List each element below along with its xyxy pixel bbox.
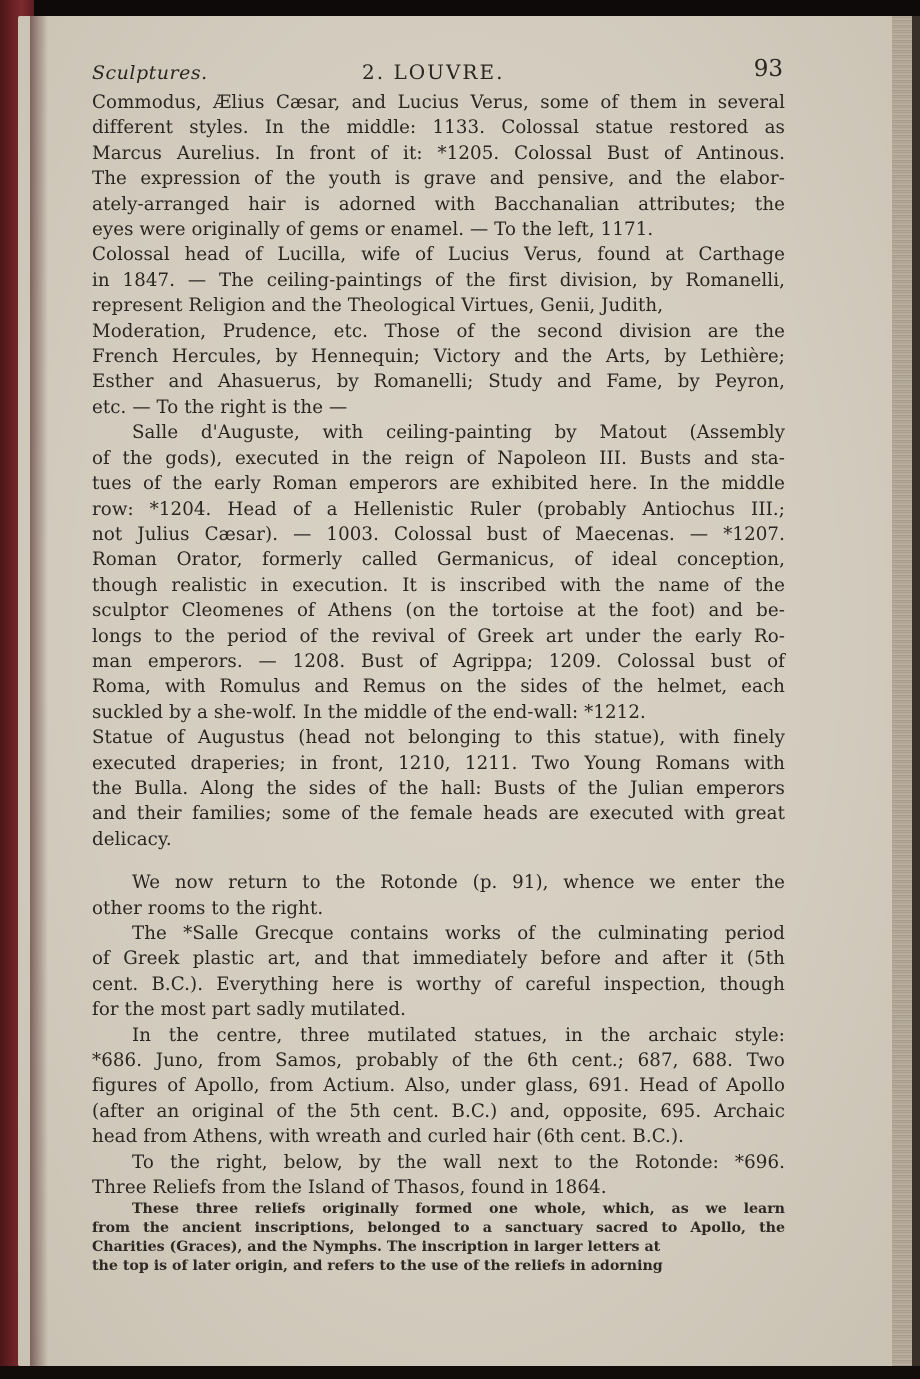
text-line: Salle d'Auguste, with ceiling-painting by Matout (Assembly [132, 422, 785, 444]
text-line: longs to the period of the revival of Greek art under the early Ro- [92, 625, 785, 647]
text-line: Esther and Ahasuerus, by Romanelli; Study and Fame, by Peyron, [92, 371, 785, 393]
text-line: *686. Juno, from Samos, probably of the 6th cent.; 687, 688. Two [92, 1050, 785, 1072]
bottom-shadow [0, 1366, 920, 1379]
text-line: The *Salle Grecque contains works of the culminating period [132, 923, 785, 944]
text-line: executed draperies; in front, 1210, 1211. Two Young Romans with [92, 752, 785, 774]
text-line: of Greek plastic art, and that immediately before and after it (5th [92, 948, 785, 970]
text-line: not Julius Cæsar). — 1003. Colossal bust of Maecenas. — *1207. [92, 523, 785, 545]
text-line: head from Athens, with wreath and curled hair (6th cent. B.C.). [92, 1126, 685, 1148]
section-title: Sculptures. [92, 62, 208, 84]
text-line: suckled by a she-wolf. In the middle of the end-wall: *1212. [92, 701, 646, 723]
text-line: though realistic in execution. It is inscribed with the name of the [92, 574, 785, 596]
text-line: Marcus Aurelius. In front of it: *1205. Colossal Bust of Antinous. [92, 142, 785, 164]
text-line: Moderation, Prudence, etc. Those of the second division are the [92, 320, 785, 342]
text-line: different styles. In the middle: 1133. Colossal statue restored as [92, 117, 785, 139]
text-line: figures of Apollo, from Actium. Also, under glass, 691. Head of Apollo [92, 1075, 785, 1097]
text-line: To the right, below, by the wall next to the Rotonde: *696. [132, 1151, 785, 1173]
text-line: represent Religion and the Theological Virtues, Genii, Judith, [92, 295, 664, 317]
text-line: Colossal head of Lucilla, wife of Lucius Verus, found at Carthage [92, 244, 785, 266]
location-title: 2. LOUVRE. [362, 60, 505, 84]
text-line: French Hercules, by Hennequin; Victory and the Arts, by Lethière; [92, 346, 785, 368]
footnote-block [92, 1200, 785, 1275]
text-line: row: *1204. Head of a Hellenistic Ruler (probably Antiochus III.; [92, 498, 785, 520]
note-line: Charities (Graces), and the Nymphs. The inscription in larger letters at [92, 1239, 661, 1256]
text-line: cent. B.C.). Everything here is worthy of careful inspection, though [92, 973, 785, 995]
text-line: ately-arranged hair is adorned with Bacchanalian attributes; the [92, 193, 785, 215]
text-line: We now return to the Rotonde (p. 91), whence we enter the [132, 872, 785, 894]
text-line: Roma, with Romulus and Remus on the sides of the helmet, each [92, 676, 785, 698]
text-line: and their families; some of the female heads are executed with great [92, 803, 785, 825]
text-line: in 1847. — The ceiling-paintings of the first division, by Romanelli, [92, 269, 785, 291]
paragraph-3 [92, 870, 785, 921]
text-line: etc. — To the right is the — [92, 396, 348, 418]
text-line: man emperors. — 1208. Bust of Agrippa; 1209. Colossal bust of [92, 650, 785, 672]
note-line: the top is of later origin, and refers to the use of the reliefs in adorning [92, 1257, 663, 1274]
text-line: other rooms to the right. [92, 897, 324, 919]
paragraph-4 [92, 921, 785, 1023]
paragraph-gap [92, 852, 785, 870]
text-line: (after an original of the 5th cent. B.C.) and, opposite, 695. Archaic [92, 1100, 785, 1122]
text-line: Roman Orator, formerly called Germanicus, of ideal conception, [92, 549, 785, 571]
text-line: delicacy. [92, 828, 172, 850]
text-line: Statue of Augustus (head not belonging to this statue), with finely [92, 727, 785, 749]
text-line: The expression of the youth is grave and pensive, and the elabor- [92, 168, 785, 190]
text-line: tues of the early Roman emperors are exhibited here. In the middle [92, 473, 785, 495]
text-line: the Bulla. Along the sides of the hall: Busts of the Julian emperors [92, 777, 785, 799]
paragraph-1 [92, 90, 785, 420]
text-line: eyes were originally of gems or enamel. — To the left, 1171. [92, 219, 654, 241]
text-line: In the centre, three mutilated statues, in the archaic style: [132, 1024, 785, 1046]
paragraph-5 [92, 1023, 785, 1150]
text-line: of the gods), executed in the reign of Napoleon III. Busts and sta- [92, 447, 785, 469]
paragraph-6 [92, 1150, 785, 1201]
page-number: 93 [753, 56, 783, 82]
text-line: Three Reliefs from the Island of Thasos, found in 1864. [92, 1177, 607, 1199]
running-header [92, 56, 785, 90]
paragraph-2 [92, 420, 785, 852]
text-line: for the most part sadly mutilated. [92, 999, 406, 1021]
note-line: These three reliefs originally formed one whole, which, as we learn [132, 1201, 785, 1218]
text-line: sculptor Cleomenes of Athens (on the tortoise at the foot) and be- [92, 600, 785, 622]
top-shadow [0, 0, 920, 16]
outer-edge [912, 16, 920, 1366]
note-line: from the ancient inscriptions, belonged to a sanctuary sacred to Apollo, the [92, 1220, 785, 1237]
text-line: Commodus, Ælius Cæsar, and Lucius Verus, some of them in several [92, 92, 785, 113]
gutter-shadow [30, 16, 48, 1366]
page-text [92, 56, 785, 1276]
